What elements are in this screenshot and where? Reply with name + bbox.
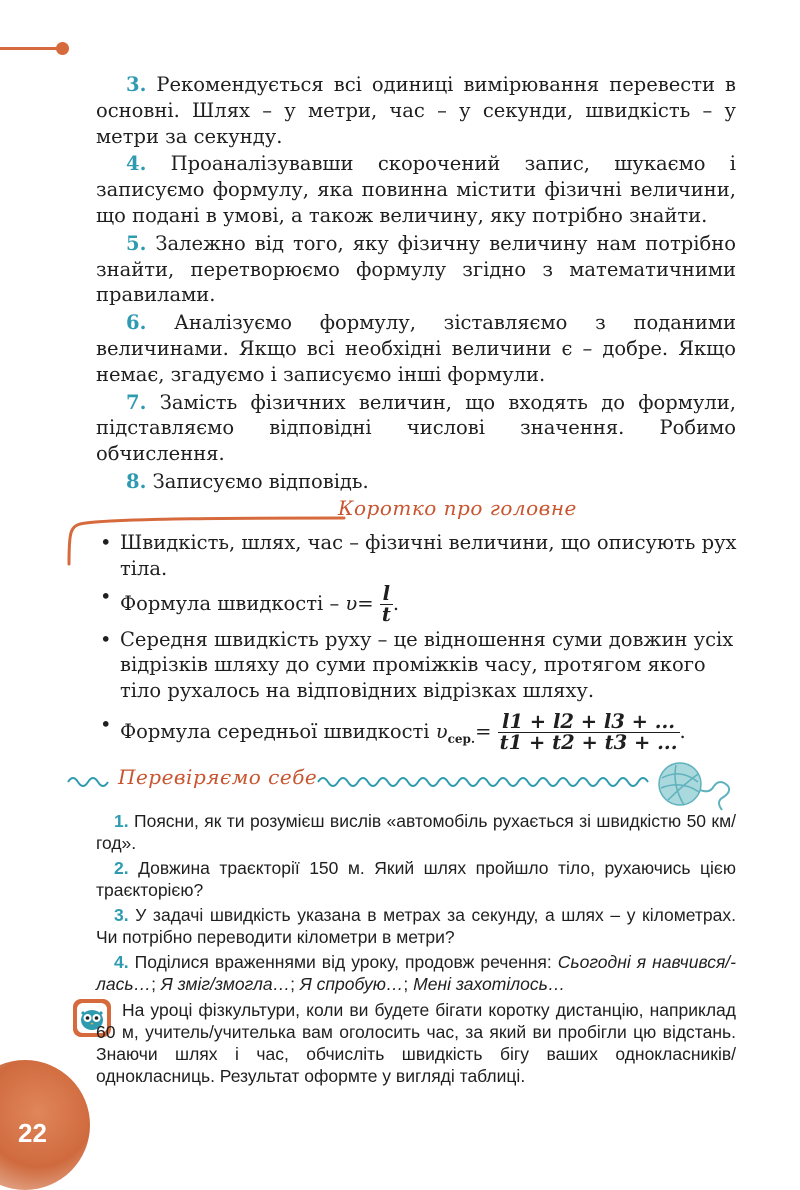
summary-bullet-1: • Швидкість, шлях, час – фізичні величини, що описують рух тіла. — [100, 531, 737, 580]
question-3: 3. У задачі швидкість указана в метрах за секунду, а шлях – у кілометрах. Чи потрібно переводити кілометри в метри? — [96, 905, 736, 947]
question-2: 2. Довжина траєкторії 150 м. Який шлях пройшло тіло, рухаючись цією траєкторією? — [96, 858, 736, 900]
step-6: 6. Аналізуємо формулу, зіставляємо з поданими величинами. Якщо всі необхідні величини є – добре. Якщо немає, згадуємо і записуємо інші формули. — [96, 311, 736, 386]
summary-bullet-4: • Формула середньої швидкості $\upsilon_{сер.}=$ $\frac{l1 + l2 + l3 + ...}{t1 + t2 + t3 + ...}$ . — [100, 709, 686, 754]
summary-bullets — [100, 530, 740, 753]
step-3: 3. Рекомендується всі одиниці вимірювання перевести в основні. Шлях – у метри, час – у секунди, швидкість – у метри за секунду. — [96, 73, 736, 148]
yarn-ball-icon — [656, 760, 732, 812]
wave-left-decor — [66, 770, 110, 790]
summary-bullet-3: • Середня швидкість руху – це відношення суми довжин усіх відрізків шляху до суми проміжків часу, протягом якого тіло рухалось на відповідних відрізках шляху. — [100, 627, 734, 703]
avg-speed-formula-fraction: $\frac{l1 + l2 + l3 + ...}{t1 + t2 + t3 + ...}$ — [499, 709, 678, 754]
velocity-symbol: υ — [345, 591, 358, 615]
question-4: 4. Поділися враженнями від уроку, продовж речення: Сьогодні я навчився/-лась…; Я зміг/змогла…; Я спробую…; Мені захотілось… — [96, 952, 736, 994]
steps-list — [96, 72, 736, 495]
check-questions — [96, 810, 736, 995]
step-5: 5. Залежно від того, яку фізичну величину нам потрібно знайти, перетворюємо формулу згідно з математичними правилами. — [96, 231, 736, 307]
practical-task: На уроці фізкультури, коли ви будете бігати коротку дистанцію, наприклад 60 м, учитель/учителька вам оголосить час, за який ви пробігли цю відстань. Знаючи шлях і час, обчисліть швидкість бігу ваших однокласників/однокласниць. Результат оформте у вигляді таблиці. — [96, 1000, 736, 1086]
summary-heading: Коротко про головне — [338, 496, 577, 520]
page-number: 22 — [18, 1118, 47, 1148]
wave-right-decor — [316, 770, 656, 790]
check-heading: Перевіряємо себе — [118, 765, 318, 789]
step-8: 8. Записуємо відповідь. — [126, 469, 369, 493]
speed-formula-fraction: $\frac{l}{t}$ — [381, 581, 391, 626]
summary-bullet-2: • Формула швидкості – υ= $\frac{l}{t}$ . — [100, 581, 400, 626]
step-4: 4. Проаналізувавши скорочений запис, шукаємо і записуємо формулу, яка повинна містити фізичні величини, що подані в умові, а також величину, яку потрібно знайти. — [96, 152, 737, 227]
top-decor-line — [0, 47, 62, 50]
top-decor-dot — [56, 42, 69, 55]
question-1: 1. Поясни, як ти розумієш вислів «автомобіль рухається зі швидкістю 50 км/год». — [96, 811, 736, 853]
step-7: 7. Замість фізичних величин, що входять до формули, підставляємо відповідні числові значення. Робимо обчислення. — [96, 390, 736, 466]
